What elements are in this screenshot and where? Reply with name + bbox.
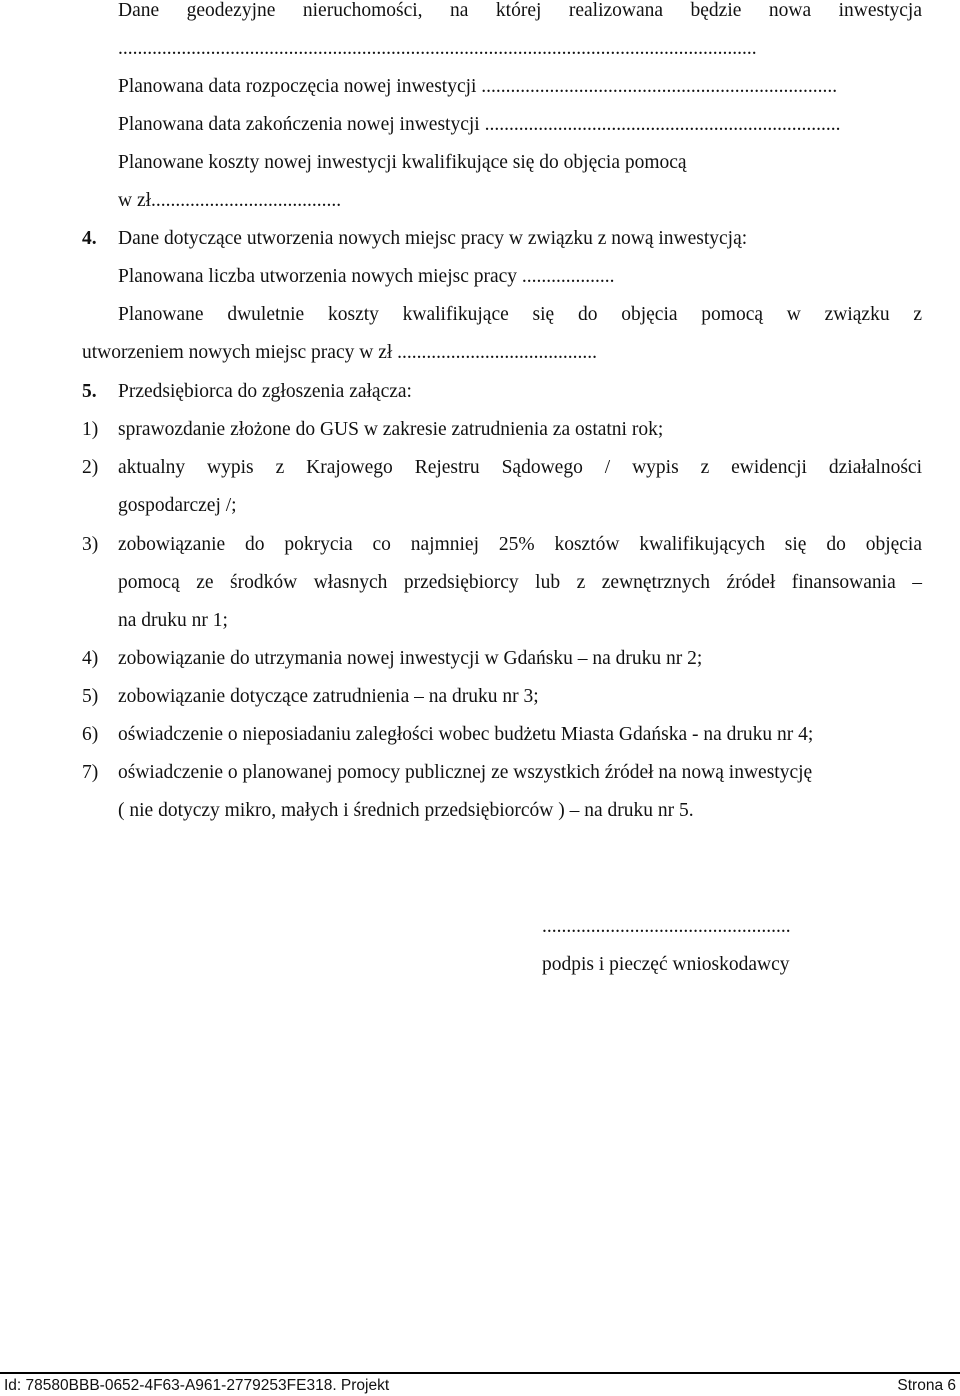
attachment-7-text: oświadczenie o planowanej pomocy publicznej ze wszystkich źródeł na nową inwestycję bbox=[118, 762, 813, 783]
jobs-costs-amount: utworzeniem nowych miejsc pracy w zł ......................................... bbox=[82, 342, 598, 363]
attachment-2-text-cont: gospodarczej /; bbox=[118, 495, 237, 516]
jobs-count-line: Planowana liczba utworzenia nowych miejsc pracy ................... bbox=[118, 266, 615, 287]
section-4-number: 4. bbox=[82, 228, 97, 249]
attachment-3-text-cont: pomocą ze środków własnych przedsiębiorcy lub z zewnętrznych źródeł finansowania – bbox=[118, 572, 922, 593]
investment-costs-line: Planowane koszty nowej inwestycji kwalifikujące się do objęcia pomocą bbox=[118, 152, 687, 173]
attachment-3-text: zobowiązanie do pokrycia co najmniej 25% kosztów kwalifikujących się do objęcia bbox=[118, 534, 922, 555]
signature-label: podpis i pieczęć wnioskodawcy bbox=[542, 954, 790, 975]
start-date-line: Planowana data rozpoczęcia nowej inwestycji ......................................................................... bbox=[118, 76, 838, 97]
attachment-7-number: 7) bbox=[82, 762, 99, 783]
attachment-3-number: 3) bbox=[82, 534, 99, 555]
jobs-costs-line: Planowane dwuletnie koszty kwalifikujące się do objęcia pomocą w związku z bbox=[118, 304, 922, 325]
attachment-4-number: 4) bbox=[82, 648, 99, 669]
document-id: Id: 78580BBB-0652-4F63-A961-2779253FE318. Projekt bbox=[4, 1377, 390, 1394]
attachment-1-text: sprawozdanie złożone do GUS w zakresie zatrudnienia za ostatni rok; bbox=[118, 419, 664, 440]
page-number: Strona 6 bbox=[897, 1377, 956, 1394]
attachment-6-number: 6) bbox=[82, 724, 99, 745]
attachment-3-text-end: na druku nr 1; bbox=[118, 610, 228, 631]
attachment-2-number: 2) bbox=[82, 457, 99, 478]
footer-divider bbox=[0, 1372, 960, 1374]
section-5-title: Przedsiębiorca do zgłoszenia załącza: bbox=[118, 381, 412, 402]
attachment-2-text: aktualny wypis z Krajowego Rejestru Sądowego / wypis z ewidencji działalności bbox=[118, 457, 922, 478]
attachment-1-number: 1) bbox=[82, 419, 99, 440]
end-date-line: Planowana data zakończenia nowej inwestycji ......................................................................... bbox=[118, 114, 841, 135]
attachment-5-text: zobowiązanie dotyczące zatrudnienia – na druku nr 3; bbox=[118, 686, 539, 707]
section-4-title: Dane dotyczące utworzenia nowych miejsc pracy w związku z nową inwestycją: bbox=[118, 228, 748, 249]
geodetic-data-dots: ................................................................................................................................... bbox=[118, 38, 757, 59]
attachment-6-text: oświadczenie o nieposiadaniu zaległości wobec budżetu Miasta Gdańska - na druku nr 4; bbox=[118, 724, 814, 745]
attachment-5-number: 5) bbox=[82, 686, 99, 707]
attachment-4-text: zobowiązanie do utrzymania nowej inwestycji w Gdańsku – na druku nr 2; bbox=[118, 648, 703, 669]
attachment-7-text-cont: ( nie dotyczy mikro, małych i średnich przedsiębiorców ) – na druku nr 5. bbox=[118, 800, 694, 821]
signature-line: ................................................... bbox=[542, 916, 791, 937]
investment-costs-amount: w zł....................................... bbox=[118, 190, 342, 211]
section-5-number: 5. bbox=[82, 381, 97, 402]
geodetic-data-line: Dane geodezyjne nieruchomości, na której realizowana będzie nowa inwestycja bbox=[118, 0, 922, 21]
